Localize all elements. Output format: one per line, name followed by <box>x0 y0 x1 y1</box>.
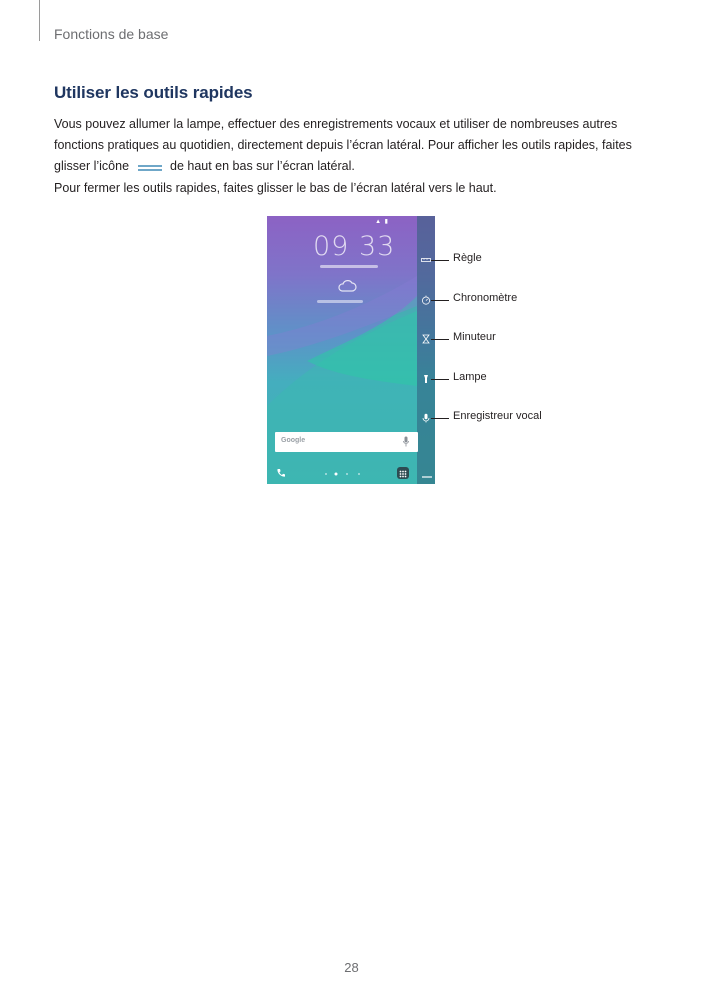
callout-line-ruler <box>431 260 449 261</box>
google-search-bar[interactable] <box>275 432 418 452</box>
intro-text-before-icon: Vous pouvez allumer la lampe, effectuer des enregistrements vocaux et utiliser de nombreuses autres fonctions pratiques au quotidien, directement depuis l’écran latéral. Pour afficher les outils rapides, faites glisser l’icône <box>54 117 632 173</box>
phone-screenshot <box>267 216 435 484</box>
lockscreen-clock: 09 33 <box>313 231 396 262</box>
edge-handle[interactable] <box>422 476 432 478</box>
header-title: Fonctions de base <box>54 26 169 42</box>
callout-label-stopwatch: Chronomètre <box>453 292 518 304</box>
quick-tools-handle-icon <box>137 160 163 172</box>
callout-label-flashlight: Lampe <box>453 371 487 383</box>
date-placeholder <box>320 265 378 268</box>
status-icons: ▲ ▮ <box>375 219 389 225</box>
section-title: Utiliser les outils rapides <box>54 83 253 102</box>
close-paragraph: Pour fermer les outils rapides, faites glisser le bas de l’écran latéral vers le haut. <box>54 181 497 195</box>
flashlight-icon[interactable] <box>421 374 431 384</box>
intro-text-after-icon: de haut en bas sur l’écran latéral. <box>170 159 355 173</box>
microphone-icon[interactable] <box>421 413 431 423</box>
weather-cloud-icon <box>337 279 357 293</box>
callout-line-flashlight <box>431 379 449 380</box>
apps-grid-icon[interactable] <box>397 467 409 479</box>
callout-label-timer: Minuteur <box>453 331 496 343</box>
home-dock <box>267 464 417 484</box>
callout-line-recorder <box>431 418 449 419</box>
callout-label-recorder: Enregistreur vocal <box>453 410 542 422</box>
phone-call-icon[interactable] <box>276 468 286 478</box>
callout-label-ruler: Règle <box>453 252 482 264</box>
callout-line-timer <box>431 339 449 340</box>
ruler-icon[interactable] <box>421 255 431 265</box>
page-number: 28 <box>344 960 359 975</box>
callout-line-stopwatch <box>431 300 449 301</box>
stopwatch-icon[interactable] <box>421 295 431 305</box>
search-mic-icon[interactable] <box>403 436 409 447</box>
hourglass-icon[interactable] <box>421 334 431 344</box>
page-indicator-dots <box>324 472 364 476</box>
weather-placeholder <box>317 300 363 303</box>
header-rule <box>39 0 40 41</box>
intro-paragraph <box>54 114 654 177</box>
google-logo: Google <box>281 437 306 444</box>
status-bar <box>267 216 417 226</box>
